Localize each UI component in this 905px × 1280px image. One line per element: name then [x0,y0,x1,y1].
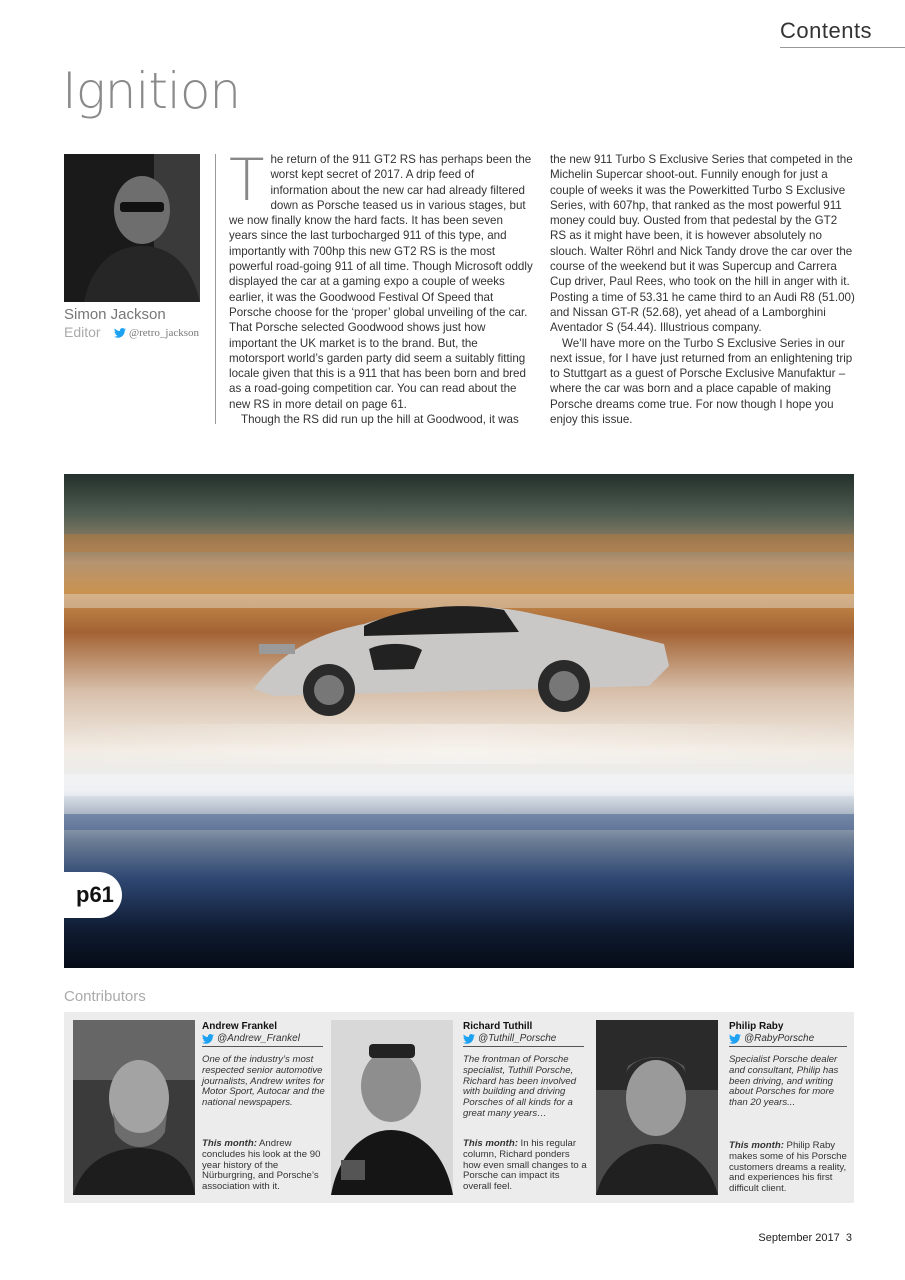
contributor-handle-text: @RabyPorsche [744,1033,815,1044]
contributor-this-month [729,1141,847,1195]
article-paragraph: the new 911 Turbo S Exclusive Series that competed in the Michelin Supercar shoot-out. Funnily enough for just a couple of weeks it was the Powerkitted Turbo S Exclusive Series, with 607hp, that ranked as the most powerful 911 money could buy. Ousted from that pedestal by the GT2 RS as it might have been, it is however absolutely no slouch. Walter Röhrl and Nick Tandy drove the car over the course of the weekend but it was Supercup and Carrera Cup driver, Paul Rees, who took on the hill in anger with it. Posting a time of 53.31 he came third to an Audi R8 (51.00) and Nissan GT-R (52.68), yet ahead of a Lamborghini Aventador S (54.44). Illustrious company. [550,153,855,335]
contributor-photo [596,1020,718,1195]
article-paragraph: Though the RS did run up the hill at Goodwood, it was [241,413,519,427]
contributor-name: Philip Raby [729,1021,784,1032]
twitter-bird-icon [202,1034,214,1044]
contributor-photo [331,1020,453,1195]
this-month-label: This month: [202,1138,257,1149]
this-month-label: This month: [729,1140,784,1151]
contributor-photo [73,1020,195,1195]
twitter-bird-icon [463,1034,475,1044]
article-paragraph [229,146,534,412]
contributor-handle[interactable] [463,1033,556,1044]
section-rule [780,47,905,48]
paragraph-text: he return of the 911 GT2 RS has perhaps been the worst kept secret of 2017. A drip feed of information about the new car had already filtered down as Porsche teased us in various stages, but we now finally know the hard facts. It has been seven years since the last turbocharged 911 of this type, and importantly with 700hp this new GT2 RS is the most powerful road-going 911 of all time. Though Microsoft oddly displayed the car at a gaming expo a couple of weeks earlier, it was the Goodwood Festival Of Speed that Porsche choose for the ‘proper’ global unveiling of the car. That Porsche selected Goodwood shows just how important the UK market is to the brand. But, the motorsport world’s garden party did seem a suitably fitting locale given that this is a 911 that has been born and bred as a road-going competition car. You can read about the new RS in more detail on page 61. [229,153,533,411]
contributor-name: Andrew Frankel [202,1021,278,1032]
contributor-bio: Specialist Porsche dealer and consultant, Philip has been driving, and writing about Porsches for more than 20 years... [729,1054,839,1109]
contributors-label: Contributors [64,988,146,1005]
contributor-rule [202,1046,323,1047]
contributor-name: Richard Tuthill [463,1021,533,1032]
twitter-bird-icon [729,1034,741,1044]
contributor-this-month [463,1139,587,1193]
hero-car-photo [64,474,854,968]
editor-role: Editor [64,324,101,340]
editor-name: Simon Jackson [64,306,166,323]
this-month-label: This month: [463,1138,518,1149]
article-column-2 [550,152,855,427]
contributor-bio: One of the industry’s most respected senior automotive journalists, Andrew writes for Motor Sport, Autocar and the national newspapers. [202,1054,325,1109]
editor-photo [64,154,200,302]
contributor-handle-text: @Tuthill_Porsche [478,1033,557,1044]
contributor-handle-text: @Andrew_Frankel [217,1033,300,1044]
twitter-bird-icon [114,328,126,338]
drop-cap: T [229,146,265,214]
this-month-text: In his regular column, Richard ponders how even small changes to a Porsche can impact its overall feel. [463,1138,587,1193]
page-headline: Ignition [62,62,241,120]
section-label: Contents [780,18,873,43]
page-footer [758,1232,852,1244]
editor-handle[interactable] [114,327,199,339]
article-paragraph: We’ll have more on the Turbo S Exclusive Series in our next issue, for I have just returned from an enlightening trip to Stuttgart as a guest of Porsche Exclusive Manufaktur – where the car was born and a place capable of making Porsche dreams come true. For now though I hope you enjoy this issue. [550,336,853,427]
this-month-text: Philip Raby makes some of his Porsche customers dreams a reality, and experiences his first difficult client. [729,1140,847,1195]
contributor-handle[interactable] [202,1033,300,1044]
column-rule [215,154,216,424]
page-ref-badge[interactable]: p61 [64,872,122,918]
this-month-text: Andrew concludes his look at the 90 year history of the Nürburgring, and Porsche’s association with it. [202,1138,321,1193]
contributor-handle[interactable] [729,1033,814,1044]
editor-handle-text: @retro_jackson [129,327,199,339]
issue-date: September 2017 [758,1232,840,1244]
contributor-rule [463,1046,584,1047]
contributor-this-month [202,1139,326,1193]
contributor-bio: The frontman of Porsche specialist, Tuthill Porsche, Richard has been involved with building and driving Porsches of all kinds for a great many years… [463,1054,577,1119]
contributor-rule [729,1046,847,1047]
article-column-1 [229,146,534,427]
page-number: 3 [845,1232,852,1244]
